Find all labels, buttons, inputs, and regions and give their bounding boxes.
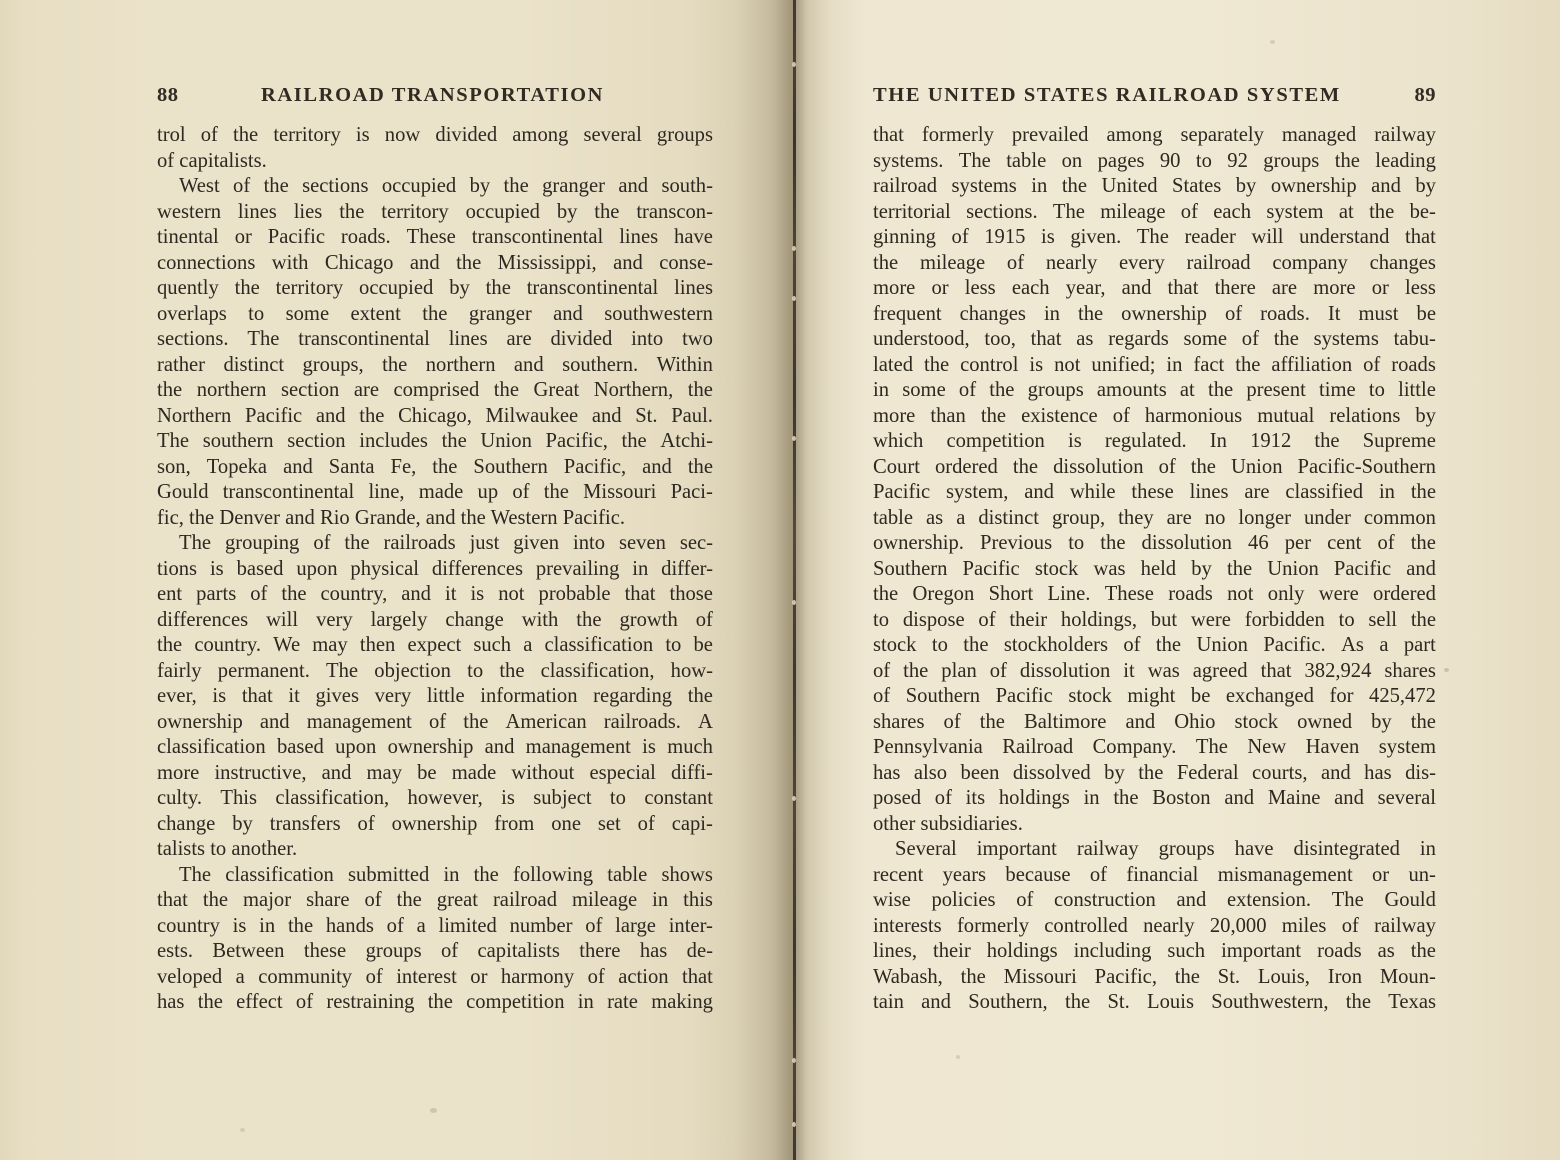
text-line: of the plan of dissolution it was agreed that 382,924 shares: [873, 659, 1436, 682]
text-line: the Oregon Short Line. These roads not only were ordered: [873, 583, 1436, 605]
text-line: ownership and management of the American railroads. A: [157, 710, 713, 733]
paragraph: [157, 123, 713, 174]
text-line: tinental or Pacific roads. These transcontinental lines have: [157, 226, 713, 248]
text-line: The grouping of the railroads just given into seven sec-: [179, 532, 713, 554]
text-line: ever, is that it gives very little information regarding the: [157, 685, 713, 707]
paragraph: [157, 863, 713, 1016]
text-line: tions is based upon physical differences prevailing in differ-: [157, 557, 713, 580]
text-line: Pacific system, and while these lines are classified in the: [873, 481, 1436, 503]
binding-stitch: [792, 1122, 796, 1127]
text-line: veloped a community of interest or harmony of action that: [157, 965, 713, 988]
left-page-body: [157, 123, 713, 1016]
text-line: fic, the Denver and Rio Grande, and the Western Pacific.: [157, 506, 626, 529]
text-line: change by transfers of ownership from one set of capi-: [157, 812, 713, 835]
paragraph: [157, 174, 713, 531]
binding-stitch: [792, 600, 796, 605]
text-line: of capitalists.: [157, 149, 267, 172]
text-line: that the major share of the great railroad mileage in this: [157, 889, 713, 911]
text-line: country is in the hands of a limited number of large inter-: [157, 914, 713, 937]
text-line: of Southern Pacific stock might be exchanged for 425,472: [873, 685, 1436, 707]
text-line: ginning of 1915 is given. The reader will understand that: [873, 226, 1436, 248]
text-line: stock to the stockholders of the Union Pacific. As a part: [873, 634, 1436, 656]
text-line: which competition is regulated. In 1912 the Supreme: [873, 430, 1436, 452]
text-line: differences will very largely change with the growth of: [157, 608, 713, 631]
paragraph: [873, 123, 1436, 837]
text-line: to dispose of their holdings, but were forbidden to sell the: [873, 608, 1436, 631]
text-line: ownership. Previous to the dissolution 46 per cent of the: [873, 532, 1436, 554]
paragraph: [873, 837, 1436, 1016]
text-line: Court ordered the dissolution of the Union Pacific-Southern: [873, 455, 1436, 478]
text-line: fairly permanent. The objection to the classification, how-: [157, 659, 713, 682]
text-line: more instructive, and may be made without especial diffi-: [157, 761, 713, 784]
right-page-folio: 89: [1414, 84, 1436, 106]
binding-stitch: [792, 436, 796, 441]
left-page-running-head: [157, 84, 713, 108]
text-line: the northern section are comprised the Great Northern, the: [157, 379, 713, 401]
text-line: territorial sections. The mileage of each system at the be-: [873, 200, 1436, 223]
text-line: the mileage of nearly every railroad company changes: [873, 251, 1436, 274]
text-line: frequent changes in the ownership of roads. It must be: [873, 302, 1436, 325]
right-page-running-head: [873, 84, 1436, 108]
text-line: The classification submitted in the following table shows: [179, 863, 713, 886]
text-line: recent years because of financial mismanagement or un-: [873, 863, 1436, 886]
text-line: lines, their holdings including such important roads as the: [873, 940, 1436, 962]
text-line: more or less each year, and that there are more or less: [873, 277, 1436, 299]
text-line: interests formerly controlled nearly 20,000 miles of railway: [873, 914, 1436, 937]
text-line: son, Topeka and Santa Fe, the Southern Pacific, and the: [157, 455, 713, 478]
text-line: posed of its holdings in the Boston and Maine and several: [873, 787, 1436, 809]
text-line: lated the control is not unified; in fact the affiliation of roads: [873, 353, 1436, 376]
binding-stitch: [792, 296, 796, 301]
text-line: Pennsylvania Railroad Company. The New Haven system: [873, 736, 1436, 758]
text-line: the country. We may then expect such a classification to be: [157, 634, 713, 656]
text-line: Southern Pacific stock was held by the Union Pacific and: [873, 557, 1436, 580]
text-line: in some of the groups amounts at the present time to little: [873, 379, 1436, 401]
text-line: understood, too, that as regards some of the systems tabu-: [873, 328, 1436, 350]
text-line: Several important railway groups have disintegrated in: [895, 838, 1436, 860]
text-line: wise policies of construction and extension. The Gould: [873, 889, 1436, 911]
binding-stitch: [792, 1058, 796, 1063]
text-line: overlaps to some extent the granger and southwestern: [157, 302, 713, 325]
binding-stitch: [792, 246, 796, 251]
text-line: quently the territory occupied by the transcontinental lines: [157, 277, 713, 299]
book-binding-gutter: [793, 0, 796, 1160]
text-line: talists to another.: [157, 838, 298, 860]
text-line: ent parts of the country, and it is not probable that those: [157, 583, 713, 605]
text-line: more than the existence of harmonious mutual relations by: [873, 404, 1436, 427]
text-line: has also been dissolved by the Federal courts, and has dis-: [873, 761, 1436, 784]
text-line: shares of the Baltimore and Ohio stock owned by the: [873, 710, 1436, 733]
text-line: railroad systems in the United States by ownership and by: [873, 175, 1436, 197]
left-page-folio: 88: [157, 84, 179, 106]
text-line: Northern Pacific and the Chicago, Milwaukee and St. Paul.: [157, 404, 713, 427]
text-line: connections with Chicago and the Mississippi, and conse-: [157, 251, 713, 274]
text-line: that formerly prevailed among separately managed railway: [873, 124, 1436, 146]
text-line: West of the sections occupied by the granger and south-: [179, 175, 713, 197]
text-line: The southern section includes the Union Pacific, the Atchi-: [157, 430, 713, 452]
binding-stitch: [792, 796, 796, 801]
right-page-body: [873, 123, 1436, 1016]
text-line: table as a distinct group, they are no longer under common: [873, 506, 1436, 529]
text-line: has the effect of restraining the competition in rate making: [157, 991, 713, 1013]
text-line: trol of the territory is now divided among several groups: [157, 124, 713, 146]
text-line: western lines lies the territory occupied by the transcon-: [157, 200, 713, 223]
text-line: other subsidiaries.: [873, 812, 1023, 835]
text-line: rather distinct groups, the northern and southern. Within: [157, 353, 713, 376]
left-page-head-title: RAILROAD TRANSPORTATION: [261, 84, 605, 106]
text-line: culty. This classification, however, is subject to constant: [157, 787, 713, 809]
paragraph: [157, 531, 713, 863]
text-line: systems. The table on pages 90 to 92 groups the leading: [873, 149, 1436, 172]
text-line: sections. The transcontinental lines are divided into two: [157, 328, 713, 350]
text-line: Gould transcontinental line, made up of the Missouri Paci-: [157, 481, 713, 503]
binding-stitch: [792, 62, 796, 67]
text-line: tain and Southern, the St. Louis Southwestern, the Texas: [873, 991, 1436, 1013]
text-line: Wabash, the Missouri Pacific, the St. Louis, Iron Moun-: [873, 965, 1436, 988]
text-line: classification based upon ownership and management is much: [157, 736, 713, 758]
text-line: ests. Between these groups of capitalists there has de-: [157, 940, 713, 962]
right-page-head-title: THE UNITED STATES RAILROAD SYSTEM: [873, 84, 1341, 106]
